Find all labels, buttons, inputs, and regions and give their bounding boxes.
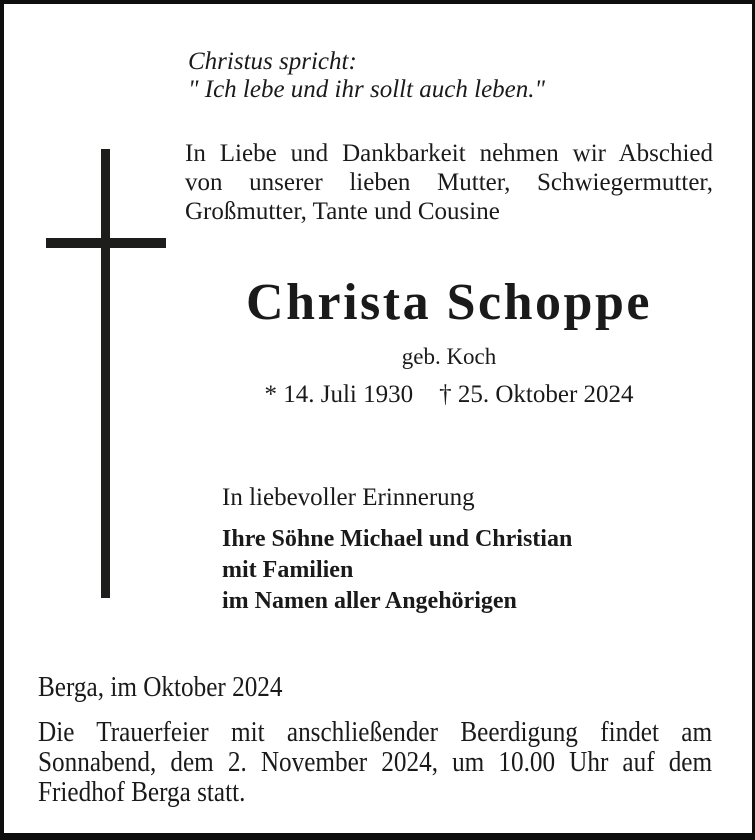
funeral-line: Die Trauerfeier mit anschließender Beerdigung findet am — [38, 717, 713, 748]
place-and-date: Berga, im Oktober 2024 — [38, 672, 283, 703]
funeral-line: Friedhof Berga statt. — [38, 777, 246, 808]
cross-icon-vertical-bar — [101, 149, 110, 598]
funeral-announcement — [38, 718, 712, 808]
mourner-line: Ihre Söhne Michael und Christian — [222, 526, 573, 552]
intro-line: In Liebe und Dankbarkeit nehmen wir Abschied — [185, 140, 713, 167]
remembrance-heading: In liebevoller Erinnerung — [222, 484, 475, 511]
birth-date: * 14. Juli 1930 — [264, 381, 414, 408]
maiden-name: geb. Koch — [401, 344, 497, 369]
scripture-quote — [188, 48, 545, 104]
intro-paragraph — [185, 139, 713, 226]
intro-line: von unserer lieben Mutter, Schwiegermutter, — [185, 169, 713, 196]
intro-line: Großmutter, Tante und Cousine — [185, 198, 500, 225]
funeral-line: Sonnabend, dem 2. November 2024, um 10.00 Uhr auf dem — [38, 747, 713, 778]
scripture-quote-line: " Ich lebe und ihr sollt auch leben." — [188, 76, 546, 103]
cross-icon-horizontal-bar — [46, 238, 166, 248]
mourner-line: im Namen aller Angehörigen — [222, 588, 517, 614]
life-dates — [185, 381, 713, 409]
mourner-line: mit Familien — [222, 557, 354, 583]
scripture-quote-line: Christus spricht: — [188, 48, 357, 75]
mourners-list — [222, 524, 572, 617]
deceased-name: Christa Schoppe — [246, 274, 652, 331]
death-date: † 25. Oktober 2024 — [439, 381, 634, 408]
